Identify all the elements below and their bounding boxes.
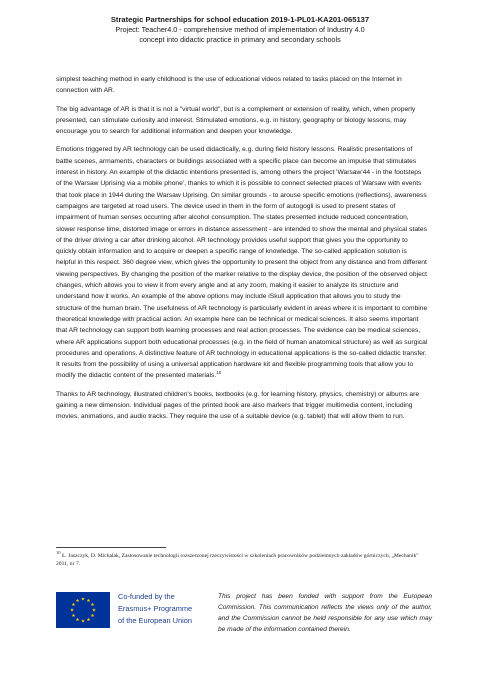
paragraph-4: Thanks to AR technology, illustrated children's books, textbooks (e.g. for learning history, physics, chemistry) or albums are gaining a new dimension. Individual pages of the printed book are also markers that trigger multimedia content, including movies, animations, and audio tracks. They require the use of a suitable device (e.g. tablet) that will allow them to run. [56,390,420,421]
footnote-divider [56,547,166,548]
header-project-line-1: Project: Teacher4.0 - comprehensive method of implementation of Industry 4.0 [115,25,365,34]
footnote-reference[interactable]: 10 [216,370,222,376]
funding-footer [56,590,436,634]
header-title: Strategic Partnerships for school education 2019-1-PL01-KA201-065137 [110,15,370,24]
paragraph-3 [56,144,428,381]
footnote-text: Ł. Jaszczyk, D. Michalak, Zastosowanie technologii rozszerzonej rzeczywistości w szkoleniach pracowników podziemnych zakładów górniczych, „Mechanik" 2011, nr 7. [56,553,419,567]
eu-line-3: of the European Union [118,616,192,625]
body-text [56,74,428,430]
erasmus-logo-text [118,591,204,627]
eu-line-1: Co-funded by the [118,592,175,601]
eu-flag-icon [56,592,110,628]
page-header [0,15,480,44]
paragraph-1: simplest teaching method in early childhood is the use of educational videos related to tasks placed on the Internet in connection with AR. [56,76,402,95]
eu-disclaimer: This project has been funded with support from the European Commission. This communication reflects the views only of the author, and the Commission cannot be held responsible for any use which may be made of the information contained therein. [218,593,432,633]
paragraph-3-text: Emotions triggered by AR technology can be used didactically, e.g. during field history lessons. Realistic presentations of battle scenes, armaments, characters or buildings associated with a specific place can become an impulse that stimulates interest in history. An example of the didactic intentions presented is, among others the project 'Warsaw'44 - in the footsteps of the Warsaw Uprising via a mobile phone', thanks to which it is possible to connect selected places of Warsaw with events that took place in 1944 during the Warsaw Uprising. On similar grounds - to arouse specific emotions (reflections), awareness campaigns are targeted at road users. The device used in them in the form of autogogli is used to present states of impairment of human senses occurring after alcohol consumption. The states presented include reduced concentration, slower response time, distorted image or errors in distance assessment - are intended to show the mental and physical states of the driver driving a car after drinking alcohol. AR technology provides useful support that gives you the opportunity to quickly obtain information and to acquire or deepen a specific range of knowledge. The so-called application solution is helpful in this respect. 360 degree view, which gives the opportunity to present the object from any distance and from different viewing perspectives. By changing the position of the marker relative to the display device, the position of the observed object changes, which allows you to view it from every angle and at any zoom, making it easier to analyze its structure and understand how it works. An example of the above options may include iSkull application that allows you to study the structure of the human brain. The usefulness of AR technology is particularly evident in areas where it is important to combine theoretical knowledge with practical action. An example here can be technical or medical sciences. It also seems important that AR technology can support both learning processes and real action processes. The evidence can be medical sciences, where AR applications support both educational processes (e.g. in the field of human anatomical structure) as well as surgical procedures and operations. A distinctive feature of AR technology in educational applications is the so-called didactic transfer. It results from the possibility of using a universal application hardware kit and flexible programming tools that allow you to modify the didactic content of the presented materials. [56,146,428,380]
paragraph-2: The big advantage of AR is that it is not a "virtual world", but is a complement or extension of reality, which, when properly presented, can stimulate curiosity and interest. Stimulated emotions, e.g. in history, geography or biology lessons, may encourage you to search for additional information and deepen your knowledge. [56,105,416,136]
header-project-line-2: concept into didactic practice in primary and secondary schools [139,34,341,44]
footnote [56,552,428,568]
footnote-number: 10 [56,550,61,556]
eu-line-2: Erasmus+ Programme [118,604,193,613]
